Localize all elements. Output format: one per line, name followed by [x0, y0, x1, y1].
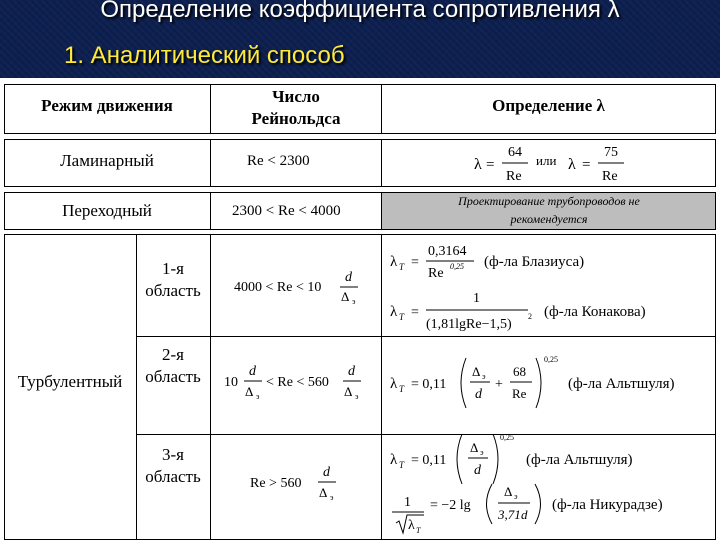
zone3-re: Re > 560 — [250, 476, 302, 491]
zone3-formula2-name: (ф-ла Никурадзе) — [552, 497, 663, 513]
slide-title: Определение коэффициента сопротивления λ — [100, 0, 620, 23]
zone1-f2-name: (ф-ла Конакова) — [544, 304, 646, 320]
zone2-a-num: Δ — [472, 364, 481, 379]
laminar-lambda2-sym: λ — [568, 156, 576, 173]
zone3-formula1-name: (ф-ла Альтшуля) — [526, 452, 633, 468]
zone1-re-frac-den: Δ — [341, 289, 350, 304]
zone3-exp: 0,25 — [500, 433, 514, 442]
zone2-b-num: 68 — [513, 364, 526, 379]
zone1-f2-lambda-sub: Т — [399, 312, 405, 322]
zone2-re-left: 10 — [224, 375, 238, 390]
zone3-a-den: d — [474, 463, 481, 478]
transitional-re: 2300 < Re < 4000 — [232, 203, 341, 219]
zone1-f1-den: Re — [428, 266, 444, 281]
zone3-a-num-sub: э — [480, 448, 484, 457]
zone3-re-frac-den-sub: э — [330, 493, 334, 502]
zone1-f1-eq: = — [411, 255, 419, 270]
zone3-coef: = 0,11 — [411, 453, 447, 468]
laminar-lambda1-den: Re — [506, 169, 522, 184]
zone3-n-lambda: λ — [408, 518, 415, 533]
zone3-lambda-sub: Т — [399, 460, 405, 470]
zone1-f1-name: (ф-ла Блазиуса) — [484, 254, 585, 270]
zone2-re-frac1-num: d — [249, 364, 256, 379]
zone2-re-frac2-den-sub: э — [355, 392, 359, 401]
zone3-a-num: Δ — [470, 440, 479, 455]
zone3-n-a-num: Δ — [504, 484, 513, 499]
zone3-n-rhs: = −2 lg — [430, 498, 471, 513]
zone2-name: 2-я область — [145, 345, 201, 386]
zone3-re-frac-num: d — [323, 465, 330, 480]
formulas-svg — [0, 78, 720, 540]
laminar-lambda2-den: Re — [602, 169, 618, 184]
zone2-re-mid: < Re < 560 — [266, 375, 329, 390]
zone3-lambda: λ — [390, 452, 398, 468]
zone2-exp: 0,25 — [544, 355, 558, 364]
zone1-re-frac-num: d — [345, 270, 352, 285]
zone2-re-frac1-den-sub: э — [256, 392, 260, 401]
zone3-n-a-num-sub: э — [514, 492, 518, 501]
laminar-or: или — [536, 153, 557, 168]
laminar-lambda2-num: 75 — [604, 145, 618, 160]
laminar-eq2: = — [582, 157, 591, 173]
zone3-n-den-d: d — [521, 507, 528, 522]
turbulent-mode: Турбулентный — [17, 372, 123, 391]
laminar-re: Re < 2300 — [247, 153, 310, 169]
zone1-f2-lambda: λ — [390, 304, 398, 320]
zone1-f2-num: 1 — [473, 291, 480, 306]
zone2-lambda: λ — [390, 376, 398, 392]
zone1-re-left: 4000 < Re < 10 — [234, 280, 322, 295]
zone3-name: 3-я область — [145, 445, 201, 486]
zone1-f2-den-exp: 2 — [528, 312, 532, 321]
zone2-re-frac1-den: Δ — [245, 384, 254, 399]
zone1-f1-lambda: λ — [390, 254, 398, 270]
zone1-f1-lambda-sub: Т — [399, 262, 405, 272]
header-reynolds: Число Рейнольдса — [251, 87, 341, 128]
zone3-n-num: 1 — [404, 495, 411, 510]
zone2-formula-name: (ф-ла Альтшуля) — [568, 376, 675, 392]
zone2-b-den: Re — [512, 386, 527, 401]
header-mode: Режим движения — [41, 96, 173, 115]
zone3-re-frac-den: Δ — [319, 485, 328, 500]
zone2-coef: = 0,11 — [411, 377, 447, 392]
laminar-lambda1-sym: λ — [474, 156, 482, 173]
transitional-mode: Переходный — [62, 201, 152, 220]
zone1-f2-den: (1,81lgRe−1,5) — [426, 317, 512, 332]
zone2-re-frac2-num: d — [348, 364, 355, 379]
zone2-re-frac2-den: Δ — [344, 384, 353, 399]
header-lambda: Определение λ — [492, 96, 605, 115]
slide-subtitle: 1. Аналитический способ — [64, 42, 345, 69]
zone3-n-lambda-sub: Т — [416, 526, 421, 535]
resistance-table — [0, 78, 720, 540]
zone2-a-den: d — [475, 387, 482, 402]
laminar-mode: Ламинарный — [60, 151, 154, 170]
zone1-f1-den-exp: 0,25 — [450, 262, 464, 271]
laminar-eq1: = — [486, 157, 495, 173]
zone2-plus: + — [495, 377, 503, 392]
zone2-lambda-sub: Т — [399, 384, 405, 394]
laminar-lambda1-num: 64 — [508, 145, 522, 160]
transitional-note: Проектирование трубопроводов не рекомендуется — [458, 194, 640, 226]
zone2-a-num-sub: э — [482, 372, 486, 381]
zone1-f2-eq: = — [411, 305, 419, 320]
zone1-re-frac-den-sub: э — [352, 297, 356, 306]
zone1-f1-num: 0,3164 — [428, 244, 467, 259]
zone1-name: 1-я область — [145, 259, 201, 300]
zone3-n-den-num: 3,71 — [498, 507, 521, 522]
